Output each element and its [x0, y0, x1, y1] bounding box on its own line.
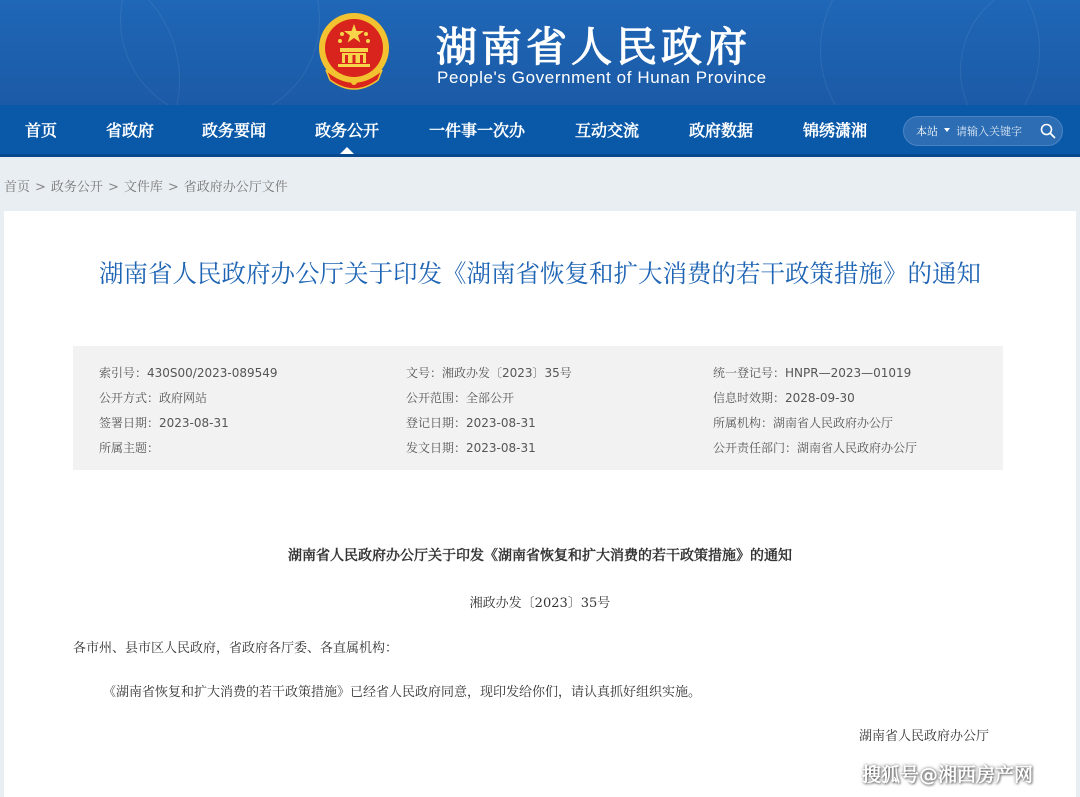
- search-box: [903, 116, 1063, 146]
- meta-resp-dept: 公开责任部门：湖南省人民政府办公厅: [713, 441, 918, 455]
- body-paragraph: 《湖南省恢复和扩大消费的若干政策措施》已经省人民政府同意，现印发给你们，请认真抓好组织实施。: [103, 685, 702, 700]
- watermark: 搜狐号@湘西房产网: [862, 764, 1034, 786]
- decorative-pattern: [960, 0, 1080, 105]
- meta-sign-date: 签署日期：2023-08-31: [99, 416, 229, 430]
- breadcrumb-separator: >: [167, 180, 179, 195]
- nav-item-one-stop-service[interactable]: 一件事一次办: [428, 121, 525, 140]
- site-subtitle: People's Government of Hunan Province: [437, 68, 767, 87]
- nav-item-xiaoxiang[interactable]: 锦绣潇湘: [802, 121, 867, 140]
- meta-topic: 所属主题：: [99, 441, 160, 455]
- breadcrumb-public-affairs[interactable]: 政务公开: [50, 180, 103, 195]
- breadcrumb-office-files[interactable]: 省政府办公厅文件: [183, 180, 288, 195]
- nav-item-interaction[interactable]: 互动交流: [574, 121, 639, 140]
- document-number: 湘政办发〔2023〕35号: [469, 596, 611, 611]
- meta-org: 所属机构：湖南省人民政府办公厅: [713, 416, 894, 430]
- breadcrumb: [4, 176, 288, 195]
- meta-reg-date: 登记日期：2023-08-31: [406, 416, 536, 430]
- breadcrumb-home[interactable]: 首页: [4, 180, 31, 195]
- document-metadata: [73, 346, 1003, 470]
- decorative-pattern: [120, 0, 320, 105]
- site-header: [0, 0, 1080, 105]
- article-title: 湖南省人民政府办公厅关于印发《湖南省恢复和扩大消费的若干政策措施》的通知: [99, 259, 981, 288]
- nav-item-government[interactable]: 省政府: [105, 121, 154, 140]
- salutation: 各市州、县市区人民政府，省政府各厅委、各直属机构：: [73, 641, 399, 656]
- chevron-down-icon[interactable]: [944, 128, 950, 132]
- meta-publish-method: 公开方式：政府网站: [99, 391, 208, 405]
- breadcrumb-file-library[interactable]: 文件库: [123, 180, 163, 195]
- meta-issue-date: 发文日期：2023-08-31: [406, 441, 536, 455]
- meta-publish-scope: 公开范围：全部公开: [406, 391, 515, 405]
- notice-title: 湖南省人民政府办公厅关于印发《湖南省恢复和扩大消费的若干政策措施》的通知: [288, 548, 792, 564]
- meta-doc-no: 文号：湘政办发〔2023〕35号: [406, 366, 572, 380]
- signature: 湖南省人民政府办公厅: [859, 729, 990, 744]
- breadcrumb-separator: >: [35, 180, 46, 195]
- nav-item-gov-data[interactable]: 政府数据: [688, 121, 753, 140]
- search-icon[interactable]: [1040, 123, 1056, 139]
- breadcrumb-separator: >: [107, 180, 119, 195]
- nav-item-home[interactable]: 首页: [24, 121, 57, 140]
- site-title[interactable]: 湖南省人民政府: [436, 23, 751, 71]
- meta-unified-reg-no: 统一登记号：HNPR—2023—01019: [713, 366, 912, 380]
- nav-item-news[interactable]: 政务要闻: [201, 121, 266, 140]
- meta-valid-until: 信息时效期：2028-09-30: [713, 391, 855, 405]
- nav-item-public-affairs[interactable]: 政务公开: [306, 105, 388, 157]
- article-card: [4, 211, 1076, 797]
- search-scope-select[interactable]: 本站: [916, 125, 938, 138]
- meta-index-no: 索引号：430S00/2023-089549: [99, 366, 278, 380]
- national-emblem-icon[interactable]: [316, 10, 392, 90]
- search-input[interactable]: [956, 121, 1040, 141]
